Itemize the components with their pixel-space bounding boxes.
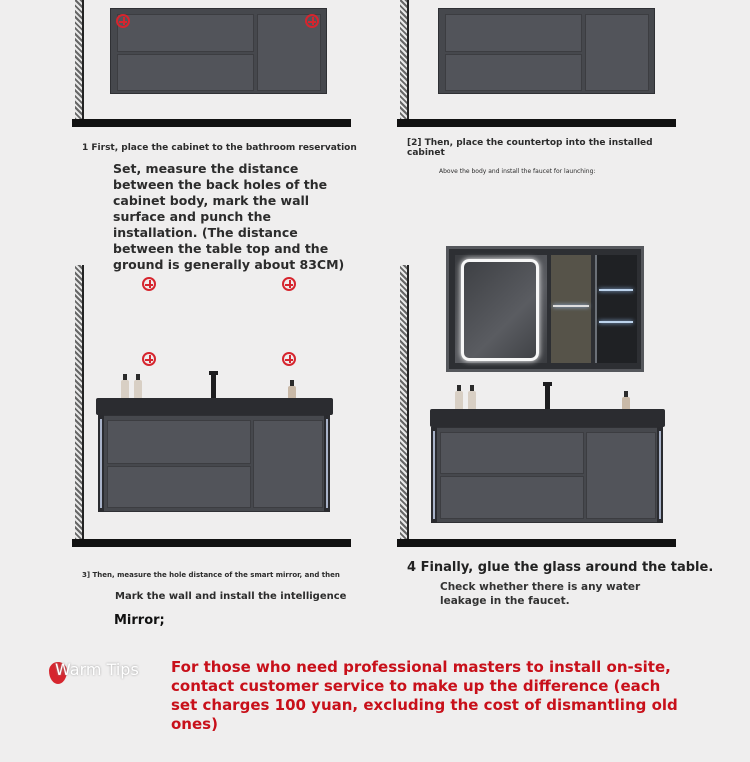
- step3-line2: Mark the wall and install the intelligence: [115, 591, 347, 602]
- lit-shelf: [599, 321, 633, 323]
- step2-note: Above the body and install the faucet for launching:: [439, 168, 596, 175]
- floor-line: [72, 539, 351, 547]
- lit-shelf: [599, 289, 633, 291]
- soap-bottle-icon: [455, 391, 463, 411]
- cabinet-illustration: [103, 415, 330, 512]
- wall-hatch: [75, 265, 84, 540]
- side-light-strip: [431, 427, 437, 523]
- mirror-hole-marker-icon: [282, 277, 296, 291]
- open-shelf-area: [551, 255, 591, 363]
- mounting-hole-marker-icon: [305, 14, 319, 28]
- soap-bottle-icon: [468, 391, 476, 411]
- soap-bottle-icon: [134, 380, 142, 400]
- mounting-hole-marker-icon: [116, 14, 130, 28]
- wall-hatch: [400, 0, 409, 120]
- cabinet-door: [586, 432, 656, 519]
- warm-tips-text: For those who need professional masters to install on-site, contact customer service to make up the difference (each set charges 100 yuan, excluding the cost of dismantling old ones): [171, 658, 678, 733]
- countertop: [96, 398, 333, 415]
- drawer: [107, 466, 251, 508]
- drawer: [440, 432, 584, 474]
- cabinet-illustration: [110, 8, 327, 94]
- faucet-icon: [545, 384, 550, 410]
- drawer: [107, 420, 251, 464]
- mirror-hole-marker-icon: [282, 352, 296, 366]
- cabinet-illustration: [436, 427, 662, 523]
- drawer: [117, 14, 254, 52]
- countertop: [430, 409, 665, 427]
- mirror-hole-marker-icon: [142, 352, 156, 366]
- step3-line3: Mirror;: [114, 613, 165, 628]
- cabinet-door: [253, 420, 323, 508]
- floor-line: [397, 119, 676, 127]
- drawer: [445, 54, 582, 91]
- lit-shelf: [553, 305, 589, 307]
- warm-tips-label: Warm Tips: [55, 660, 139, 679]
- cabinet-illustration: [438, 8, 655, 94]
- drawer: [445, 14, 582, 52]
- side-light-strip: [98, 415, 104, 512]
- soap-bottle-icon: [121, 380, 129, 400]
- step3-heading: 3] Then, measure the hole distance of the smart mirror, and then: [82, 571, 340, 579]
- mirror-hole-marker-icon: [142, 277, 156, 291]
- floor-line: [397, 539, 676, 547]
- cabinet-door: [585, 14, 649, 91]
- step4-heading: 4 Finally, glue the glass around the table.: [407, 560, 714, 575]
- drawer: [117, 54, 254, 91]
- faucet-icon: [211, 373, 216, 399]
- smart-mirror-cabinet: [446, 246, 644, 372]
- drawer: [440, 476, 584, 519]
- step4-body: Check whether there is any water leakage in the faucet.: [440, 581, 641, 607]
- side-light-strip: [657, 427, 663, 523]
- side-light-strip: [324, 415, 330, 512]
- step2-heading: [2] Then, place the countertop into the installed cabinet: [407, 138, 653, 158]
- wall-hatch: [400, 265, 409, 540]
- glass-door: [595, 255, 637, 363]
- wall-hatch: [75, 0, 84, 120]
- floor-line: [72, 119, 351, 127]
- step1-body: Set, measure the distance between the back holes of the cabinet body, mark the wall surface and punch the installation. (The distance between the table top and the ground is generally about 83CM): [113, 161, 345, 272]
- led-mirror-frame: [461, 259, 539, 361]
- step1-heading: 1 First, place the cabinet to the bathroom reservation: [82, 143, 357, 153]
